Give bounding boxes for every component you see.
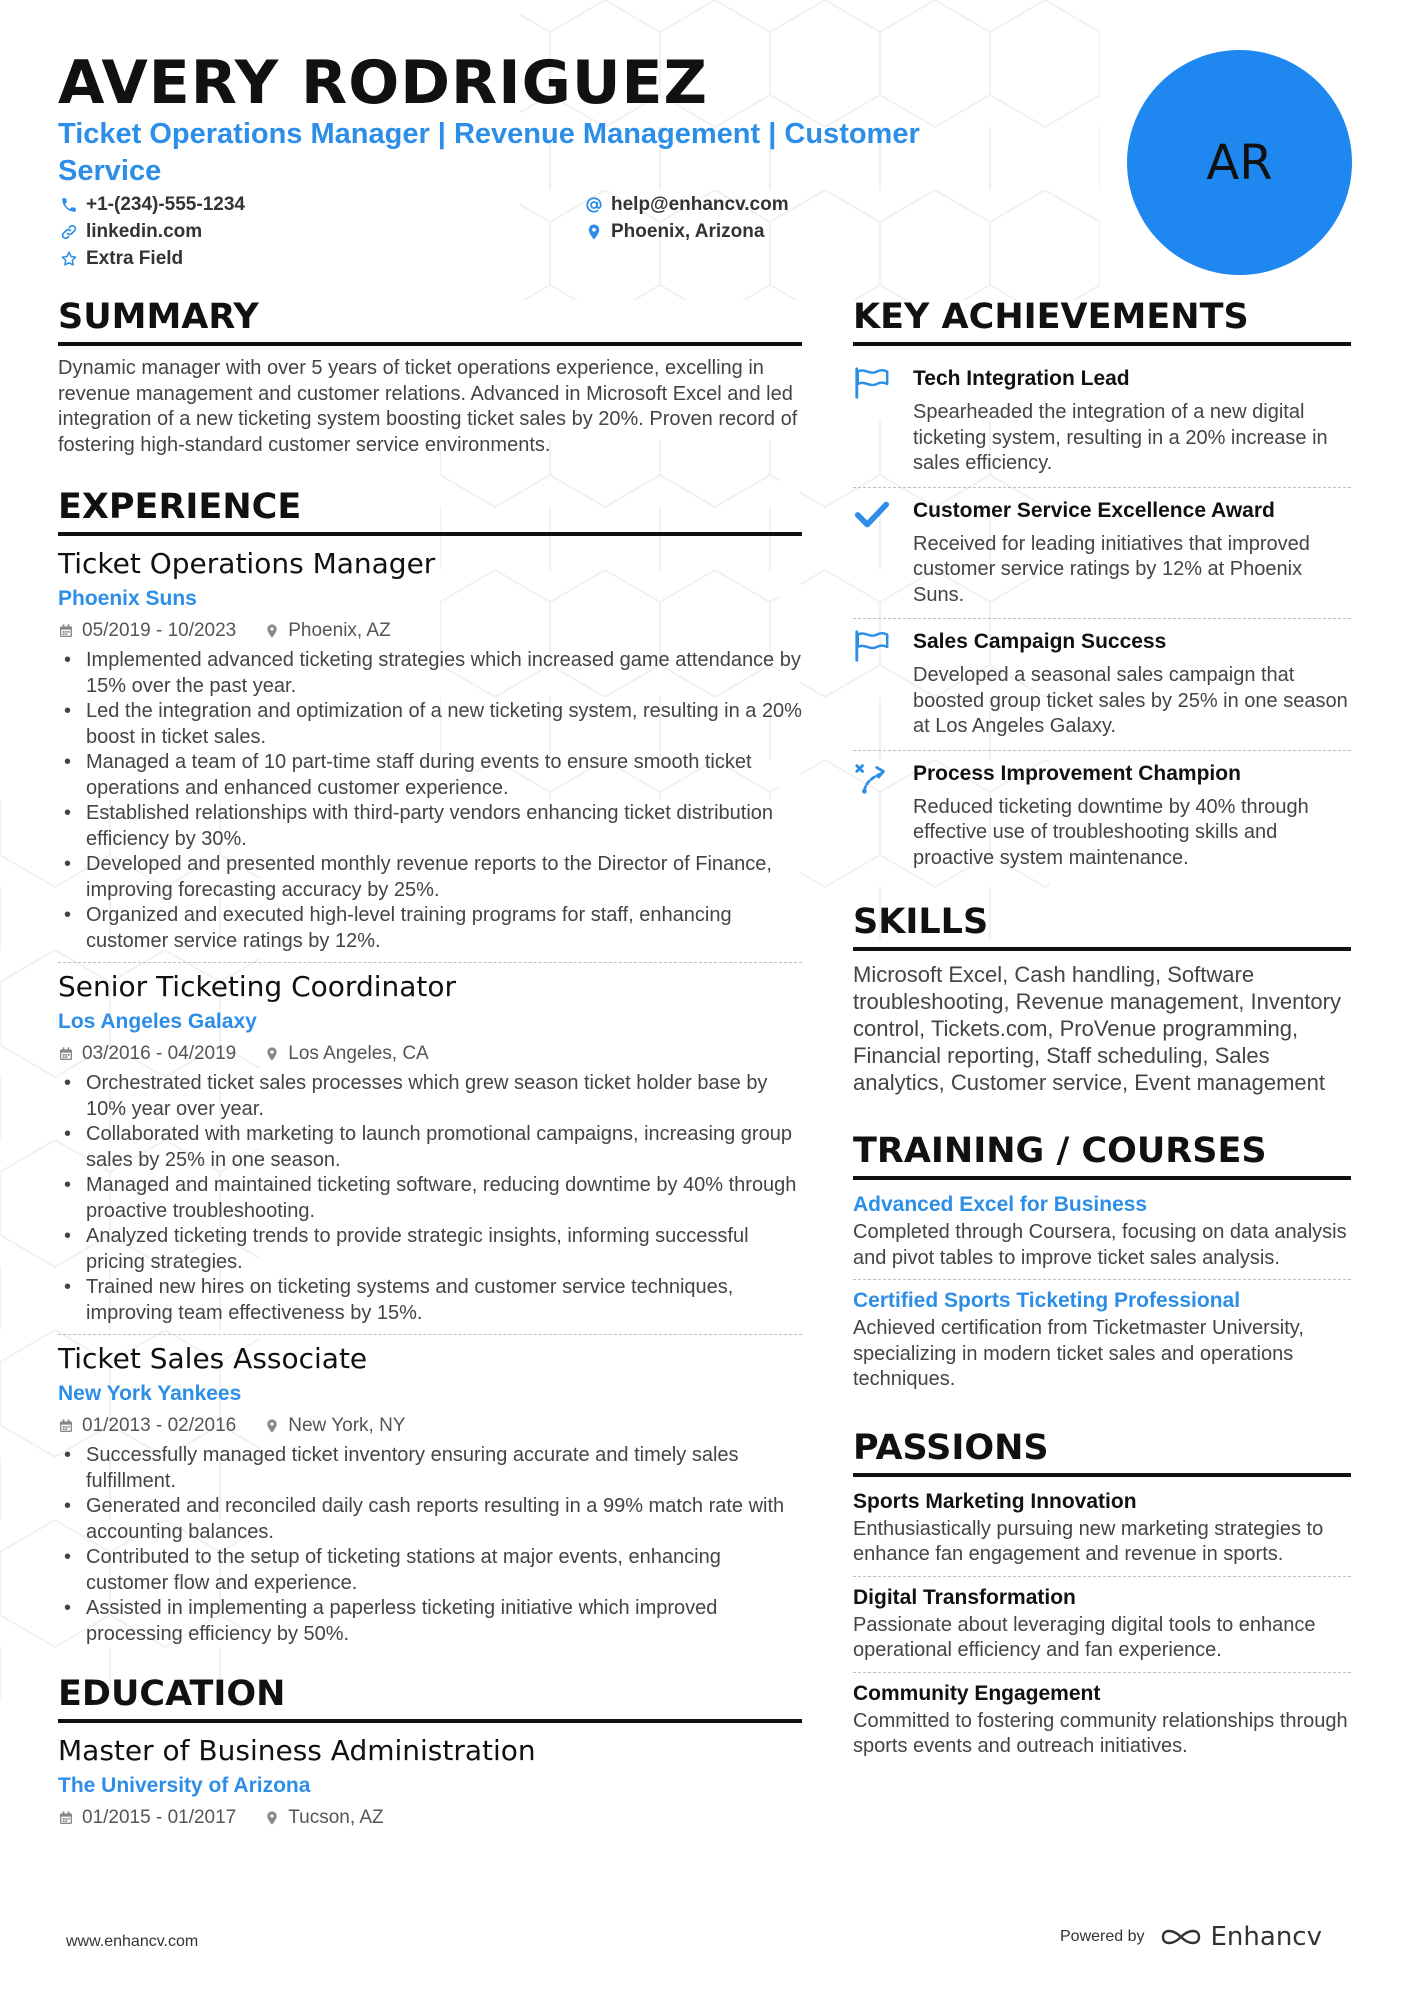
location-pin-icon	[264, 623, 280, 639]
job-dates-text: 05/2019 - 10/2023	[82, 620, 237, 641]
candidate-name: AVERY RODRIGUEZ	[58, 48, 709, 118]
passion-title: Digital Transformation	[853, 1585, 1076, 1609]
star-icon	[60, 250, 78, 268]
course-desc: Completed through Coursera, focusing on data analysis and pivot tables to improve ticket sales analysis.	[853, 1221, 1347, 1269]
contact-email[interactable]	[585, 194, 789, 216]
job-bullet: • Led the integration and optimization of a new ticketing system, resulting in a 20% boost in ticket sales.	[58, 699, 802, 750]
job-dates	[58, 1041, 236, 1067]
job-location	[264, 1041, 428, 1067]
contact-linkedin[interactable]	[60, 221, 202, 243]
experience-entry	[58, 969, 802, 1326]
location-text: Phoenix, Arizona	[611, 221, 765, 242]
school-name: The University of Arizona	[58, 1774, 311, 1797]
check-icon	[853, 498, 891, 532]
calendar-icon	[58, 1810, 74, 1826]
extra-text: Extra Field	[86, 248, 184, 269]
left-column	[58, 296, 802, 1835]
location-pin-icon	[264, 1810, 280, 1826]
achievement-icon-wrap	[853, 627, 913, 740]
passion-desc: Committed to fostering community relationships through sports events and outreach initiatives.	[853, 1709, 1348, 1757]
achievement-desc: Spearheaded the integration of a new digital ticketing system, resulting in a 20% increase in sales efficiency.	[913, 401, 1328, 474]
avatar-initials: AR	[1206, 134, 1273, 191]
phone-icon	[60, 196, 78, 214]
job-meta	[58, 618, 802, 644]
achievement-item	[853, 751, 1351, 882]
passions-section	[853, 1427, 1351, 1768]
achievement-item	[853, 619, 1351, 751]
summary-text: Dynamic manager with over 5 years of ticket operations experience, excelling in revenue management and customer relations. Advanced in Microsoft Excel and led integration of a new ticketing system boosting ticket sales by 20%. Proven record of fostering high-standard customer service environments.	[58, 357, 798, 456]
job-bullet: • Organized and executed high-level training programs for staff, enhancing customer service ratings by 12%.	[58, 903, 802, 954]
job-dates-text: 03/2016 - 04/2019	[82, 1043, 237, 1064]
job-bullet: • Developed and presented monthly revenue reports to the Director of Finance, improving forecasting accuracy by 25%.	[58, 852, 802, 903]
job-title: Ticket Operations Manager	[58, 547, 436, 580]
company-name: Los Angeles Galaxy	[58, 1010, 257, 1033]
job-bullet: • Trained new hires on ticketing systems and customer service techniques, improving team effectiveness by 15%.	[58, 1275, 802, 1326]
achievement-title: Customer Service Excellence Award	[913, 498, 1275, 522]
achievement-icon-wrap	[853, 364, 913, 477]
link-icon	[60, 223, 78, 241]
job-bullet: • Analyzed ticketing trends to provide strategic insights, informing successful pricing strategies.	[58, 1224, 802, 1275]
job-location-text: Los Angeles, CA	[288, 1043, 429, 1064]
section-title-experience: EXPERIENCE	[58, 486, 802, 536]
calendar-icon	[58, 623, 74, 639]
flag-icon	[853, 366, 891, 400]
achievement-icon-wrap	[853, 496, 913, 609]
section-title-training: TRAINING / COURSES	[853, 1130, 1351, 1180]
job-dates	[58, 1413, 236, 1439]
section-title-achievements: KEY ACHIEVEMENTS	[853, 296, 1351, 346]
divider	[58, 962, 802, 963]
divider	[853, 1279, 1351, 1280]
job-bullet: • Managed and maintained ticketing software, reducing downtime by 40% through proactive troubleshooting.	[58, 1173, 802, 1224]
company-name: Phoenix Suns	[58, 587, 197, 610]
phone-text: +1-(234)-555-1234	[86, 194, 245, 215]
experience-entry	[58, 1341, 802, 1647]
job-location	[264, 1413, 405, 1439]
job-title: Ticket Sales Associate	[58, 1342, 368, 1375]
job-location-text: Phoenix, AZ	[288, 620, 391, 641]
job-bullets	[58, 1071, 802, 1326]
job-meta	[58, 1413, 802, 1439]
job-location	[264, 618, 390, 644]
location-pin-icon	[585, 223, 603, 241]
section-title-passions: PASSIONS	[853, 1427, 1351, 1477]
job-bullet: • Successfully managed ticket inventory ensuring accurate and timely sales fulfillment.	[58, 1443, 802, 1494]
job-bullet: • Assisted in implementing a paperless ticketing initiative which improved processing efficiency by 50%.	[58, 1596, 802, 1647]
email-text: help@enhancv.com	[611, 194, 789, 215]
calendar-icon	[58, 1046, 74, 1062]
job-bullet: • Implemented advanced ticketing strategies which increased game attendance by 15% over the past year.	[58, 648, 802, 699]
experience-entry	[58, 546, 802, 954]
course-title: Certified Sports Ticketing Professional	[853, 1289, 1241, 1312]
achievement-desc: Developed a seasonal sales campaign that boosted group ticket sales by 25% in one season at Los Angeles Galaxy.	[913, 664, 1348, 737]
passion-title: Community Engagement	[853, 1681, 1101, 1705]
achievement-item	[853, 488, 1351, 620]
passion-desc: Passionate about leveraging digital tools to enhance operational efficiency and fan experience.	[853, 1613, 1351, 1673]
flag-icon	[853, 629, 891, 663]
passion-desc: Enthusiastically pursuing new marketing strategies to enhance fan engagement and revenue in sports.	[853, 1517, 1351, 1577]
job-bullet: • Managed a team of 10 part-time staff during events to ensure smooth ticket operations and enhanced customer experience.	[58, 750, 802, 801]
achievement-icon-wrap	[853, 759, 913, 872]
education-meta	[58, 1805, 802, 1831]
achievement-desc: Reduced ticketing downtime by 40% through effective use of troubleshooting skills and proactive system maintenance.	[913, 795, 1309, 869]
section-title-skills: SKILLS	[853, 901, 1351, 951]
footer-powered-by[interactable]	[1060, 1922, 1322, 1952]
job-bullet: • Contributed to the setup of ticketing stations at major events, enhancing customer flow and experience.	[58, 1545, 802, 1596]
powered-by-text: Powered by	[1060, 1928, 1145, 1945]
job-bullets	[58, 1443, 802, 1647]
skills-section	[853, 901, 1351, 1096]
linkedin-text: linkedin.com	[86, 221, 203, 242]
job-location-text: New York, NY	[288, 1415, 406, 1436]
achievement-title: Process Improvement Champion	[913, 761, 1241, 785]
education-dates	[58, 1805, 236, 1831]
job-dates-text: 01/2013 - 02/2016	[82, 1415, 237, 1436]
infinity-logo-icon	[1159, 1925, 1203, 1949]
training-section	[853, 1130, 1351, 1393]
location-pin-icon	[264, 1046, 280, 1062]
achievement-desc: Received for leading initiatives that improved customer service ratings by 12% at Phoenix Suns.	[913, 532, 1310, 606]
section-title-education: EDUCATION	[58, 1673, 802, 1723]
job-bullet: • Orchestrated ticket sales processes which grew season ticket holder base by 10% year over year.	[58, 1071, 802, 1122]
right-column	[853, 296, 1351, 1774]
contact-location	[585, 221, 764, 243]
achievement-title: Sales Campaign Success	[913, 630, 1167, 653]
education-location-text: Tucson, AZ	[288, 1807, 384, 1828]
contact-extra	[60, 248, 183, 270]
strategy-icon	[853, 761, 891, 795]
achievement-title: Tech Integration Lead	[913, 367, 1130, 390]
job-dates	[58, 618, 236, 644]
job-bullet: • Generated and reconciled daily cash reports resulting in a 99% match rate with accounting balances.	[58, 1494, 802, 1545]
experience-section	[58, 486, 802, 1647]
job-bullets	[58, 648, 802, 954]
enhancv-logo	[1159, 1922, 1322, 1952]
location-pin-icon	[264, 1418, 280, 1434]
divider	[58, 1334, 802, 1335]
at-icon	[585, 196, 603, 214]
brand-text: Enhancv	[1210, 1922, 1322, 1952]
education-location	[264, 1805, 383, 1831]
section-title-summary: SUMMARY	[58, 296, 802, 346]
calendar-icon	[58, 1418, 74, 1434]
education-section	[58, 1673, 802, 1831]
passion-title: Sports Marketing Innovation	[853, 1489, 1137, 1513]
job-bullet: • Collaborated with marketing to launch promotional campaigns, increasing group sales by 25% in one season.	[58, 1122, 802, 1173]
achievements-section	[853, 296, 1351, 881]
course-title: Advanced Excel for Business	[853, 1193, 1148, 1216]
degree-title: Master of Business Administration	[58, 1734, 536, 1767]
achievement-item	[853, 356, 1351, 488]
job-bullet: • Established relationships with third-party vendors enhancing ticket distribution efficiency by 30%.	[58, 801, 802, 852]
course-desc: Achieved certification from Ticketmaster University, specializing in modern ticket sales and operations techniques.	[853, 1317, 1304, 1390]
skills-text: Microsoft Excel, Cash handling, Software troubleshooting, Revenue management, Inventory control, Tickets.com, ProVenue programming, Financial reporting, Staff scheduling, Sales analytics, Customer service, Event management	[853, 962, 1341, 1095]
job-meta	[58, 1041, 802, 1067]
company-name: New York Yankees	[58, 1382, 242, 1405]
summary-section	[58, 296, 802, 458]
job-title: Senior Ticketing Coordinator	[58, 970, 457, 1003]
contact-phone	[60, 194, 245, 216]
footer-website[interactable]: www.enhancv.com	[66, 1933, 199, 1950]
avatar	[1127, 50, 1352, 275]
headline: Ticket Operations Manager | Revenue Management | Customer Service	[58, 118, 920, 187]
education-dates-text: 01/2015 - 01/2017	[82, 1807, 237, 1828]
